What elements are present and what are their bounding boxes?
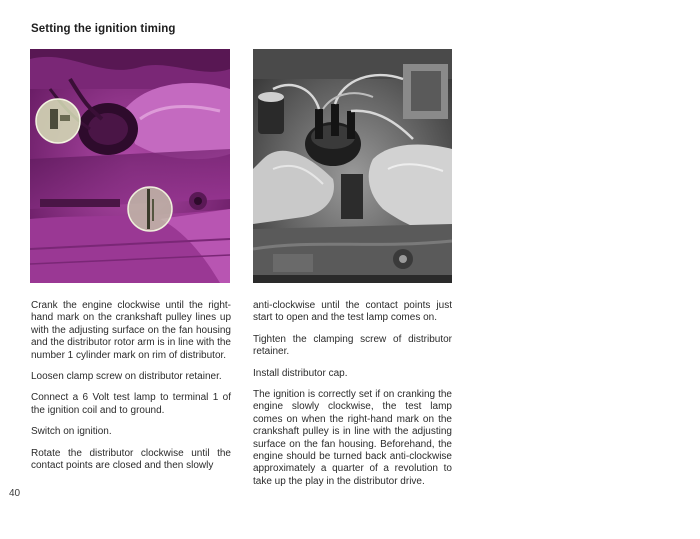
instruction-column-right bbox=[253, 300, 452, 497]
instruction-column-left bbox=[31, 300, 231, 481]
page-title: Setting the ignition timing bbox=[31, 23, 176, 35]
instruction-paragraph: Loosen clamp screw on distributor retainer. bbox=[31, 371, 222, 383]
instruction-paragraph: Switch on ignition. bbox=[31, 426, 112, 438]
instruction-paragraph: Tighten the clamping screw of distributor retainer. bbox=[253, 333, 452, 358]
page-number: 40 bbox=[9, 488, 21, 499]
engine-photo-grayscale bbox=[253, 49, 452, 283]
instruction-paragraph: Connect a 6 Volt test lamp to terminal 1 of the ignition coil and to ground. bbox=[31, 392, 231, 416]
engine-photo-tinted bbox=[30, 49, 230, 283]
instruction-paragraph: Crank the engine clockwise until the right-hand mark on the crankshaft pulley lines up with the adjusting surface on the fan housing and the distributor rotor arm is in line with the number 1 cylinder mark on rim of distributor. bbox=[31, 300, 231, 361]
instruction-paragraph: The ignition is correctly set if on cranking the engine slowly clockwise, the test lamp comes on when the right-hand mark on the crankshaft pulley is in line with the adjusting surface on the fan housing. Beforehand, the engine should be turned back anti-clockwise approximately a quarter of a revolution to take up the play in the distributor drive. bbox=[253, 389, 452, 487]
instruction-paragraph: Rotate the distributor clockwise until the contact points are closed and then slowly bbox=[31, 447, 231, 472]
instruction-paragraph: Install distributor cap. bbox=[253, 367, 348, 379]
instruction-paragraph: anti-clockwise until the contact points just start to open and the test lamp comes on. bbox=[253, 300, 452, 324]
